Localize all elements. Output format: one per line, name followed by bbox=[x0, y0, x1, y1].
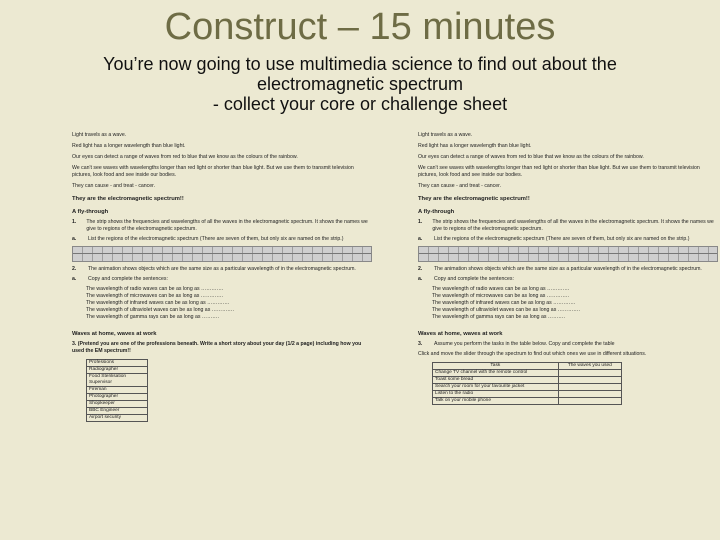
subtitle-line-2: electromagnetic spectrum bbox=[256, 74, 464, 94]
question-number: 2. bbox=[418, 266, 423, 272]
sentence-line: The wavelength of infrared waves can be as long as …………. bbox=[432, 300, 576, 306]
core-worksheet bbox=[72, 132, 372, 477]
table-cell: Shopkeeper bbox=[87, 401, 148, 408]
question-1a bbox=[418, 236, 718, 243]
table-cell-empty bbox=[558, 377, 621, 384]
question-2 bbox=[72, 266, 372, 273]
table-cell: Professions bbox=[87, 360, 148, 367]
table-cell: Radiographer bbox=[87, 367, 148, 374]
subtitle-line-3: - collect your core or challenge sheet bbox=[212, 94, 508, 114]
table-header: The waves you used bbox=[558, 363, 621, 370]
task-3-text: 3. (Pretend you are one of the professions beneath. Write a short story about your day (1/2 a page) including how you used the EM spectrum!! bbox=[72, 341, 362, 354]
table-cell-empty bbox=[558, 391, 621, 398]
question-1 bbox=[72, 219, 372, 233]
slide-subtitle bbox=[40, 54, 680, 114]
spectrum-heading: They are the electromagnetic spectrum!! bbox=[72, 196, 184, 202]
table-cell: Change TV channel with the remote control bbox=[433, 370, 559, 377]
table-cell-empty bbox=[558, 398, 621, 405]
question-text: Copy and complete the sentences: bbox=[88, 276, 168, 282]
question-text: The strip shows the frequencies and wavelengths of all the waves in the electromagnetic spectrum. It shows the names we give to regions of the electromagnetic spectrum. bbox=[432, 219, 714, 232]
table-cell-empty bbox=[558, 384, 621, 391]
question-text: List the regions of the electromagnetic spectrum (There are seven of them, but only six are named on the strip.) bbox=[434, 236, 690, 242]
question-2a bbox=[418, 276, 718, 283]
flythrough-heading: A fly-through bbox=[72, 209, 109, 215]
task-3-note: Click and move the slider through the spectrum to find out which ones we use in different situations. bbox=[418, 351, 647, 357]
sentence-line: The wavelength of ultraviolet waves can be as long as …………. bbox=[432, 307, 580, 313]
sentence-line: The wavelength of gamma rays can be as long as ………. bbox=[432, 314, 565, 320]
question-2 bbox=[418, 266, 718, 273]
sentence-line: The wavelength of microwaves can be as long as …………. bbox=[432, 293, 569, 299]
question-number: 1. bbox=[72, 219, 77, 225]
table-cell: Listen to the radio bbox=[433, 391, 559, 398]
intro-line: Light travels as a wave. bbox=[72, 132, 127, 138]
question-1a bbox=[72, 236, 372, 243]
sentence-line: The wavelength of microwaves can be as long as …………. bbox=[86, 293, 223, 299]
intro-line: They can cause - and treat - cancer. bbox=[72, 183, 156, 189]
table-cell: Food Sterilisation Supervisor bbox=[87, 374, 148, 387]
question-number: 2. bbox=[72, 266, 77, 272]
question-text: The animation shows objects which are the same size as a particular wavelength of in the electromagnetic spectrum. bbox=[88, 266, 356, 272]
question-text: Assume you perform the tasks in the table below. Copy and complete the table bbox=[434, 341, 615, 347]
question-text: Copy and complete the sentences: bbox=[434, 276, 514, 282]
spectrum-strip-image bbox=[72, 246, 372, 262]
challenge-worksheet bbox=[418, 132, 718, 477]
table-cell: Photographer bbox=[87, 394, 148, 401]
intro-line: Red light has a longer wavelength than blue light. bbox=[72, 143, 186, 149]
question-number: a. bbox=[72, 276, 77, 282]
slide-title: Construct – 15 minutes bbox=[164, 6, 556, 48]
question-number: 3. bbox=[418, 341, 423, 347]
table-cell: Toast some bread bbox=[433, 377, 559, 384]
sentence-line: The wavelength of infrared waves can be as long as …………. bbox=[86, 300, 230, 306]
spectrum-strip-image bbox=[418, 246, 718, 262]
sentence-line: The wavelength of ultraviolet waves can be as long as …………. bbox=[86, 307, 234, 313]
tasks-table bbox=[432, 362, 622, 405]
intro-line: They can cause - and treat - cancer. bbox=[418, 183, 502, 189]
sentence-line: The wavelength of gamma rays can be as long as ………. bbox=[86, 314, 219, 320]
sentence-line: The wavelength of radio waves can be as long as …………. bbox=[432, 286, 570, 292]
professions-table bbox=[86, 359, 148, 422]
question-text: The animation shows objects which are the same size as a particular wavelength of in the electromagnetic spectrum. bbox=[434, 266, 702, 272]
intro-line: Our eyes can detect a range of waves from red to blue that we know as the colours of the rainbow. bbox=[72, 154, 298, 160]
waves-heading: Waves at home, waves at work bbox=[72, 331, 157, 337]
waves-heading: Waves at home, waves at work bbox=[418, 331, 503, 337]
table-header: Task bbox=[433, 363, 559, 370]
task-3 bbox=[418, 341, 718, 348]
intro-line: We can't see waves with wavelengths longer than red light or shorter than blue light. But we use them to transmit television pictures, look food and see inside our bodies. bbox=[418, 165, 700, 178]
table-cell: Talk on your mobile phone bbox=[433, 398, 559, 405]
table-cell: BBC Engineer bbox=[87, 408, 148, 415]
question-number: a. bbox=[418, 236, 423, 242]
question-1 bbox=[418, 219, 718, 233]
flythrough-heading: A fly-through bbox=[418, 209, 455, 215]
table-cell: Search your room for your favourite jacket bbox=[433, 384, 559, 391]
question-number: a. bbox=[418, 276, 423, 282]
table-cell-empty bbox=[558, 370, 621, 377]
question-2a bbox=[72, 276, 372, 283]
table-cell: Fireman bbox=[87, 387, 148, 394]
question-text: The strip shows the frequencies and wavelengths of all the waves in the electromagnetic spectrum. It shows the names we give to regions of the electromagnetic spectrum. bbox=[86, 219, 368, 232]
table-cell: Airport security bbox=[87, 415, 148, 422]
question-number: 1. bbox=[418, 219, 423, 225]
intro-line: We can't see waves with wavelengths longer than red light or shorter than blue light. But we use them to transmit television pictures, look food and see inside our bodies. bbox=[72, 165, 354, 178]
question-number: a. bbox=[72, 236, 77, 242]
intro-line: Our eyes can detect a range of waves from red to blue that we know as the colours of the rainbow. bbox=[418, 154, 644, 160]
subtitle-line-1: You’re now going to use multimedia science to find out about the bbox=[103, 54, 617, 74]
intro-line: Red light has a longer wavelength than blue light. bbox=[418, 143, 532, 149]
spectrum-heading: They are the electromagnetic spectrum!! bbox=[418, 196, 530, 202]
intro-line: Light travels as a wave. bbox=[418, 132, 473, 138]
question-text: List the regions of the electromagnetic spectrum (There are seven of them, but only six are named on the strip.) bbox=[88, 236, 344, 242]
sentence-line: The wavelength of radio waves can be as long as …………. bbox=[86, 286, 224, 292]
